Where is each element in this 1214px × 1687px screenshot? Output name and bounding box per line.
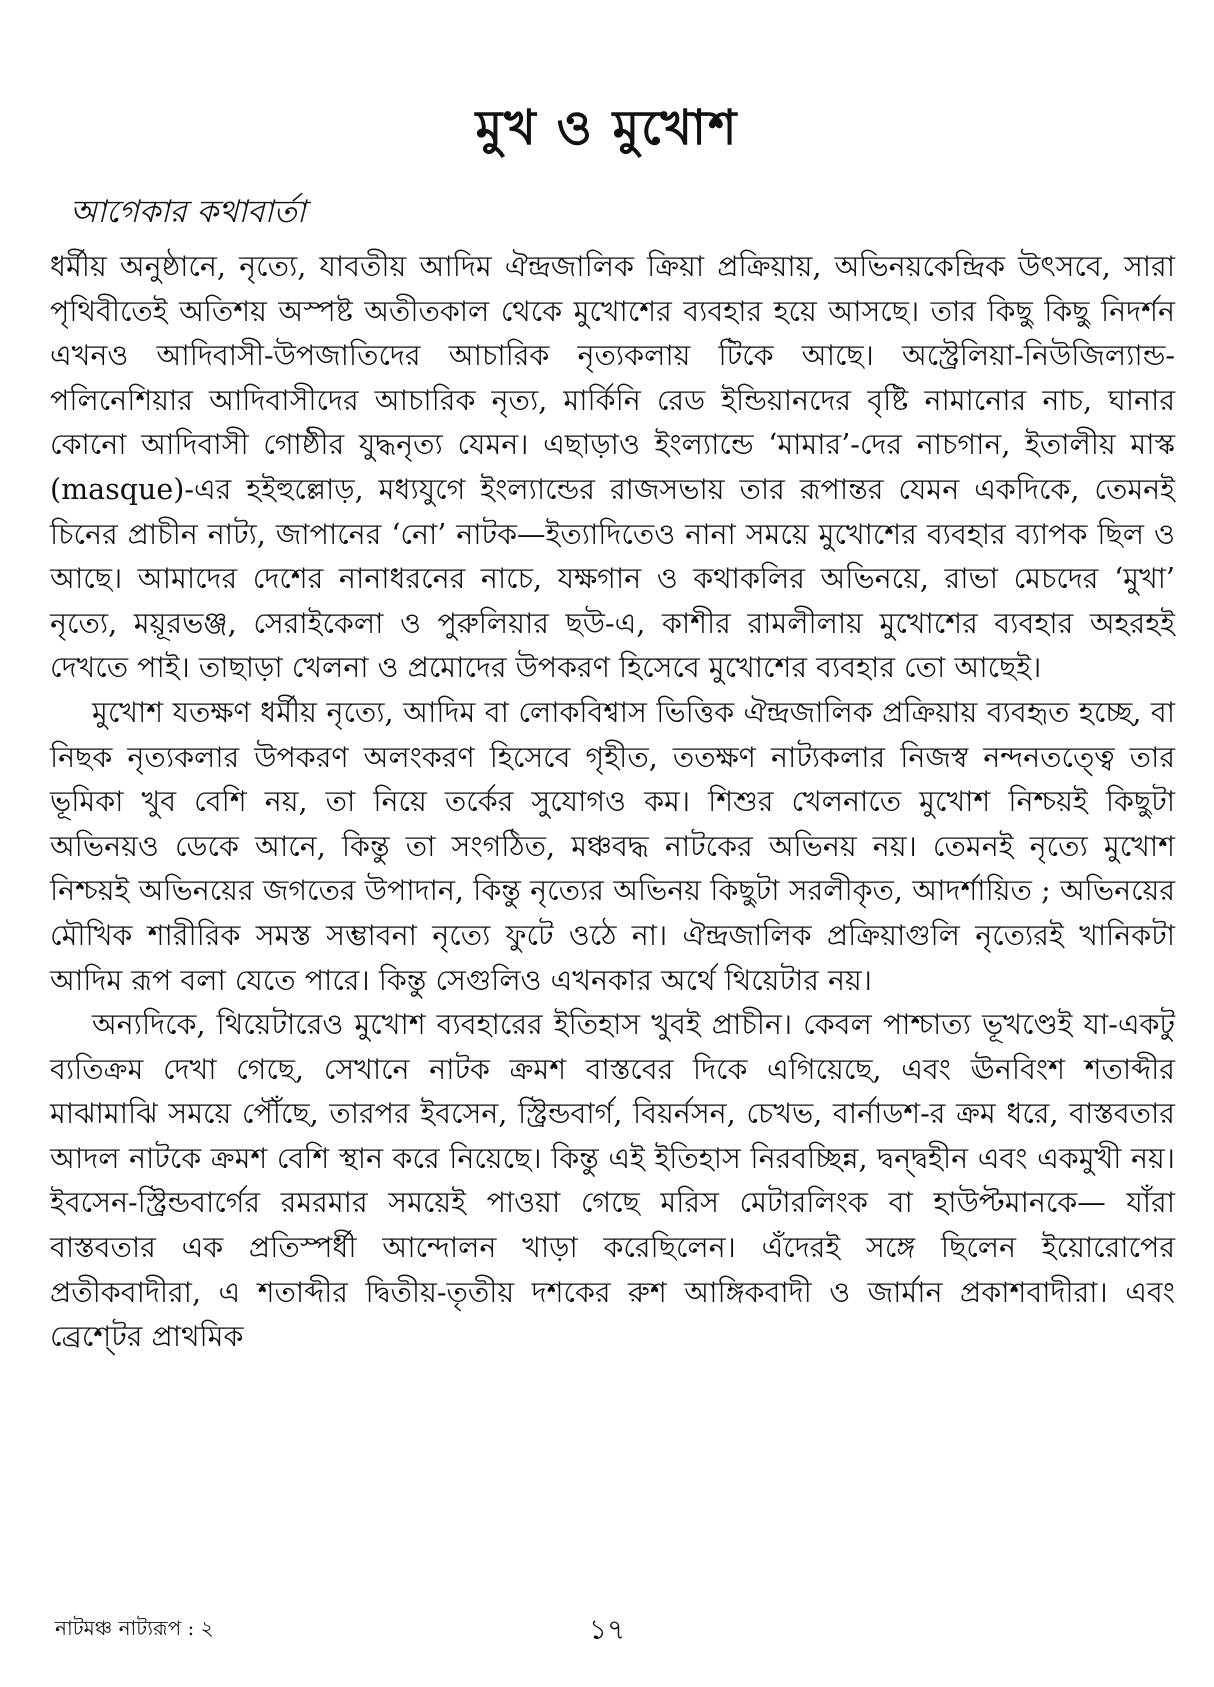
paragraph-1: ধর্মীয় অনুষ্ঠানে, নৃত্যে, যাবতীয় আদিম ঐন্দ্রজালিক ক্রিয়া প্রক্রিয়ায়, অভিনয়কেন্দ্রিক উৎসবে, সারা পৃথিবীতেই অতিশয় অস্পষ্ট অতীতকাল থেকে মুখোশের ব্যবহার হয়ে আসছে। তার কিছু কিছু নিদর্শন এখনও আদিবাসী-উপজাতিদের আচারিক নৃত্যকলায় টিকে আছে। অস্ট্রেলিয়া-নিউজিল্যান্ড-পলিনেশিয়ার আদিবাসীদের আচারিক নৃত্য, মার্কিনি রেড ইন্ডিয়ানদের বৃষ্টি নামানোর নাচ, ঘানার কোনো আদিবাসী গোষ্ঠীর যুদ্ধনৃত্য যেমন। এছাড়াও ইংল্যান্ডে ‘মামার’-দের নাচগান, ইতালীয় মাস্ক (masque)-এর হইহুল্লোড়, মধ্যযুগে ইংল্যান্ডের রাজসভায় তার রূপান্তর যেমন একদিকে, তেমনই চিনের প্রাচীন নাট্য, জাপানের ‘নো’ নাটক—ইত্যাদিতেও নানা সময়ে মুখোশের ব্যবহার ব্যাপক ছিল ও আছে। আমাদের দেশের নানাধরনের নাচে, যক্ষগান ও কথাকলির অভিনয়ে, রাভা মেচদের ‘মুখা’ নৃত্যে, ময়ূরভঞ্জ, সেরাইকেলা ও পুরুলিয়ার ছউ-এ, কাশীর রামলীলায় মুখোশের ব্যবহার অহরহই দেখতে পাই। তাছাড়া খেলনা ও প্রমোদের উপকরণ হিসেবে মুখোশের ব্যবহার তো আছেই। bbox=[50, 250, 1175, 685]
paragraph-2: মুখোশ যতক্ষণ ধর্মীয় নৃত্যে, আদিম বা লোকবিশ্বাস ভিত্তিক ঐন্দ্রজালিক প্রক্রিয়ায় ব্যবহৃত হচ্ছে, বা নিছক নৃত্যকলার উপকরণ অলংকরণ হিসেবে গৃহীত, ততক্ষণ নাট্যকলার নিজস্ব নন্দনতত্ত্বে তার ভূমিকা খুব বেশি নয়, তা নিয়ে তর্কের সুযোগও কম। শিশুর খেলনাতে মুখোশ নিশ্চয়ই কিছুটা অভিনয়ও ডেকে আনে, কিন্তু তা সংগঠিত, মঞ্চবদ্ধ নাটকের অভিনয় নয়। তেমনই নৃত্যে মুখোশ নিশ্চয়ই অভিনয়ের জগতের উপাদান, কিন্তু নৃত্যের অভিনয় কিছুটা সরলীকৃত, আদর্শায়িত ; অভিনয়ের মৌখিক শারীরিক সমস্ত সম্ভাবনা নৃত্যে ফুটে ওঠে না। ঐন্দ্রজালিক প্রক্রিয়াগুলি নৃত্যেরই খানিকটা আদিম রূপ বলা যেতে পারে। কিন্তু সেগুলিও এখনকার অর্থে থিয়েটার নয়। bbox=[50, 695, 1175, 997]
page-number: ১৭ bbox=[588, 1613, 626, 1646]
page-title: মুখ ও মুখোশ bbox=[475, 100, 739, 156]
footer-book-label: নাটমঞ্চ নাট্যরূপ : ২ bbox=[55, 1616, 214, 1640]
paragraph-3: অন্যদিকে, থিয়েটারেও মুখোশ ব্যবহারের ইতিহাস খুবই প্রাচীন। কেবল পাশ্চাত্য ভূখণ্ডেই যা-একটু ব্যতিক্রম দেখা গেছে, সেখানে নাটক ক্রমশ বাস্তবের দিকে এগিয়েছে, এবং ঊনবিংশ শতাব্দীর মাঝামাঝি সময়ে পৌঁছে, তারপর ইবসেন, স্ট্রিন্ডবার্গ, বিয়র্নসন, চেখভ, বার্নাডশ-র ক্রম ধরে, বাস্তবতার আদল নাটকে ক্রমশ বেশি স্থান করে নিয়েছে। কিন্তু এই ইতিহাস নিরবচ্ছিন্ন, দ্বন্দ্বহীন এবং একমুখী নয়। ইবসেন-স্ট্রিন্ডবার্গের রমরমার সময়েই পাওয়া গেছে মরিস মেটারলিংক বা হাউপ্টমানকে— যাঁরা বাস্তবতার এক প্রতিস্পর্ধী আন্দোলন খাড়া করেছিলেন। এঁদেরই সঙ্গে ছিলেন ইয়োরোপের প্রতীকবাদীরা, এ শতাব্দীর দ্বিতীয়-তৃতীয় দশকের রুশ আঙ্গিকবাদী ও জার্মান প্রকাশবাদীরা। এবং ব্রেশ্টের প্রাথমিক bbox=[50, 1008, 1175, 1354]
body-text bbox=[50, 245, 1175, 1360]
section-subheading: আগেকার কথাবার্তা bbox=[70, 194, 306, 230]
